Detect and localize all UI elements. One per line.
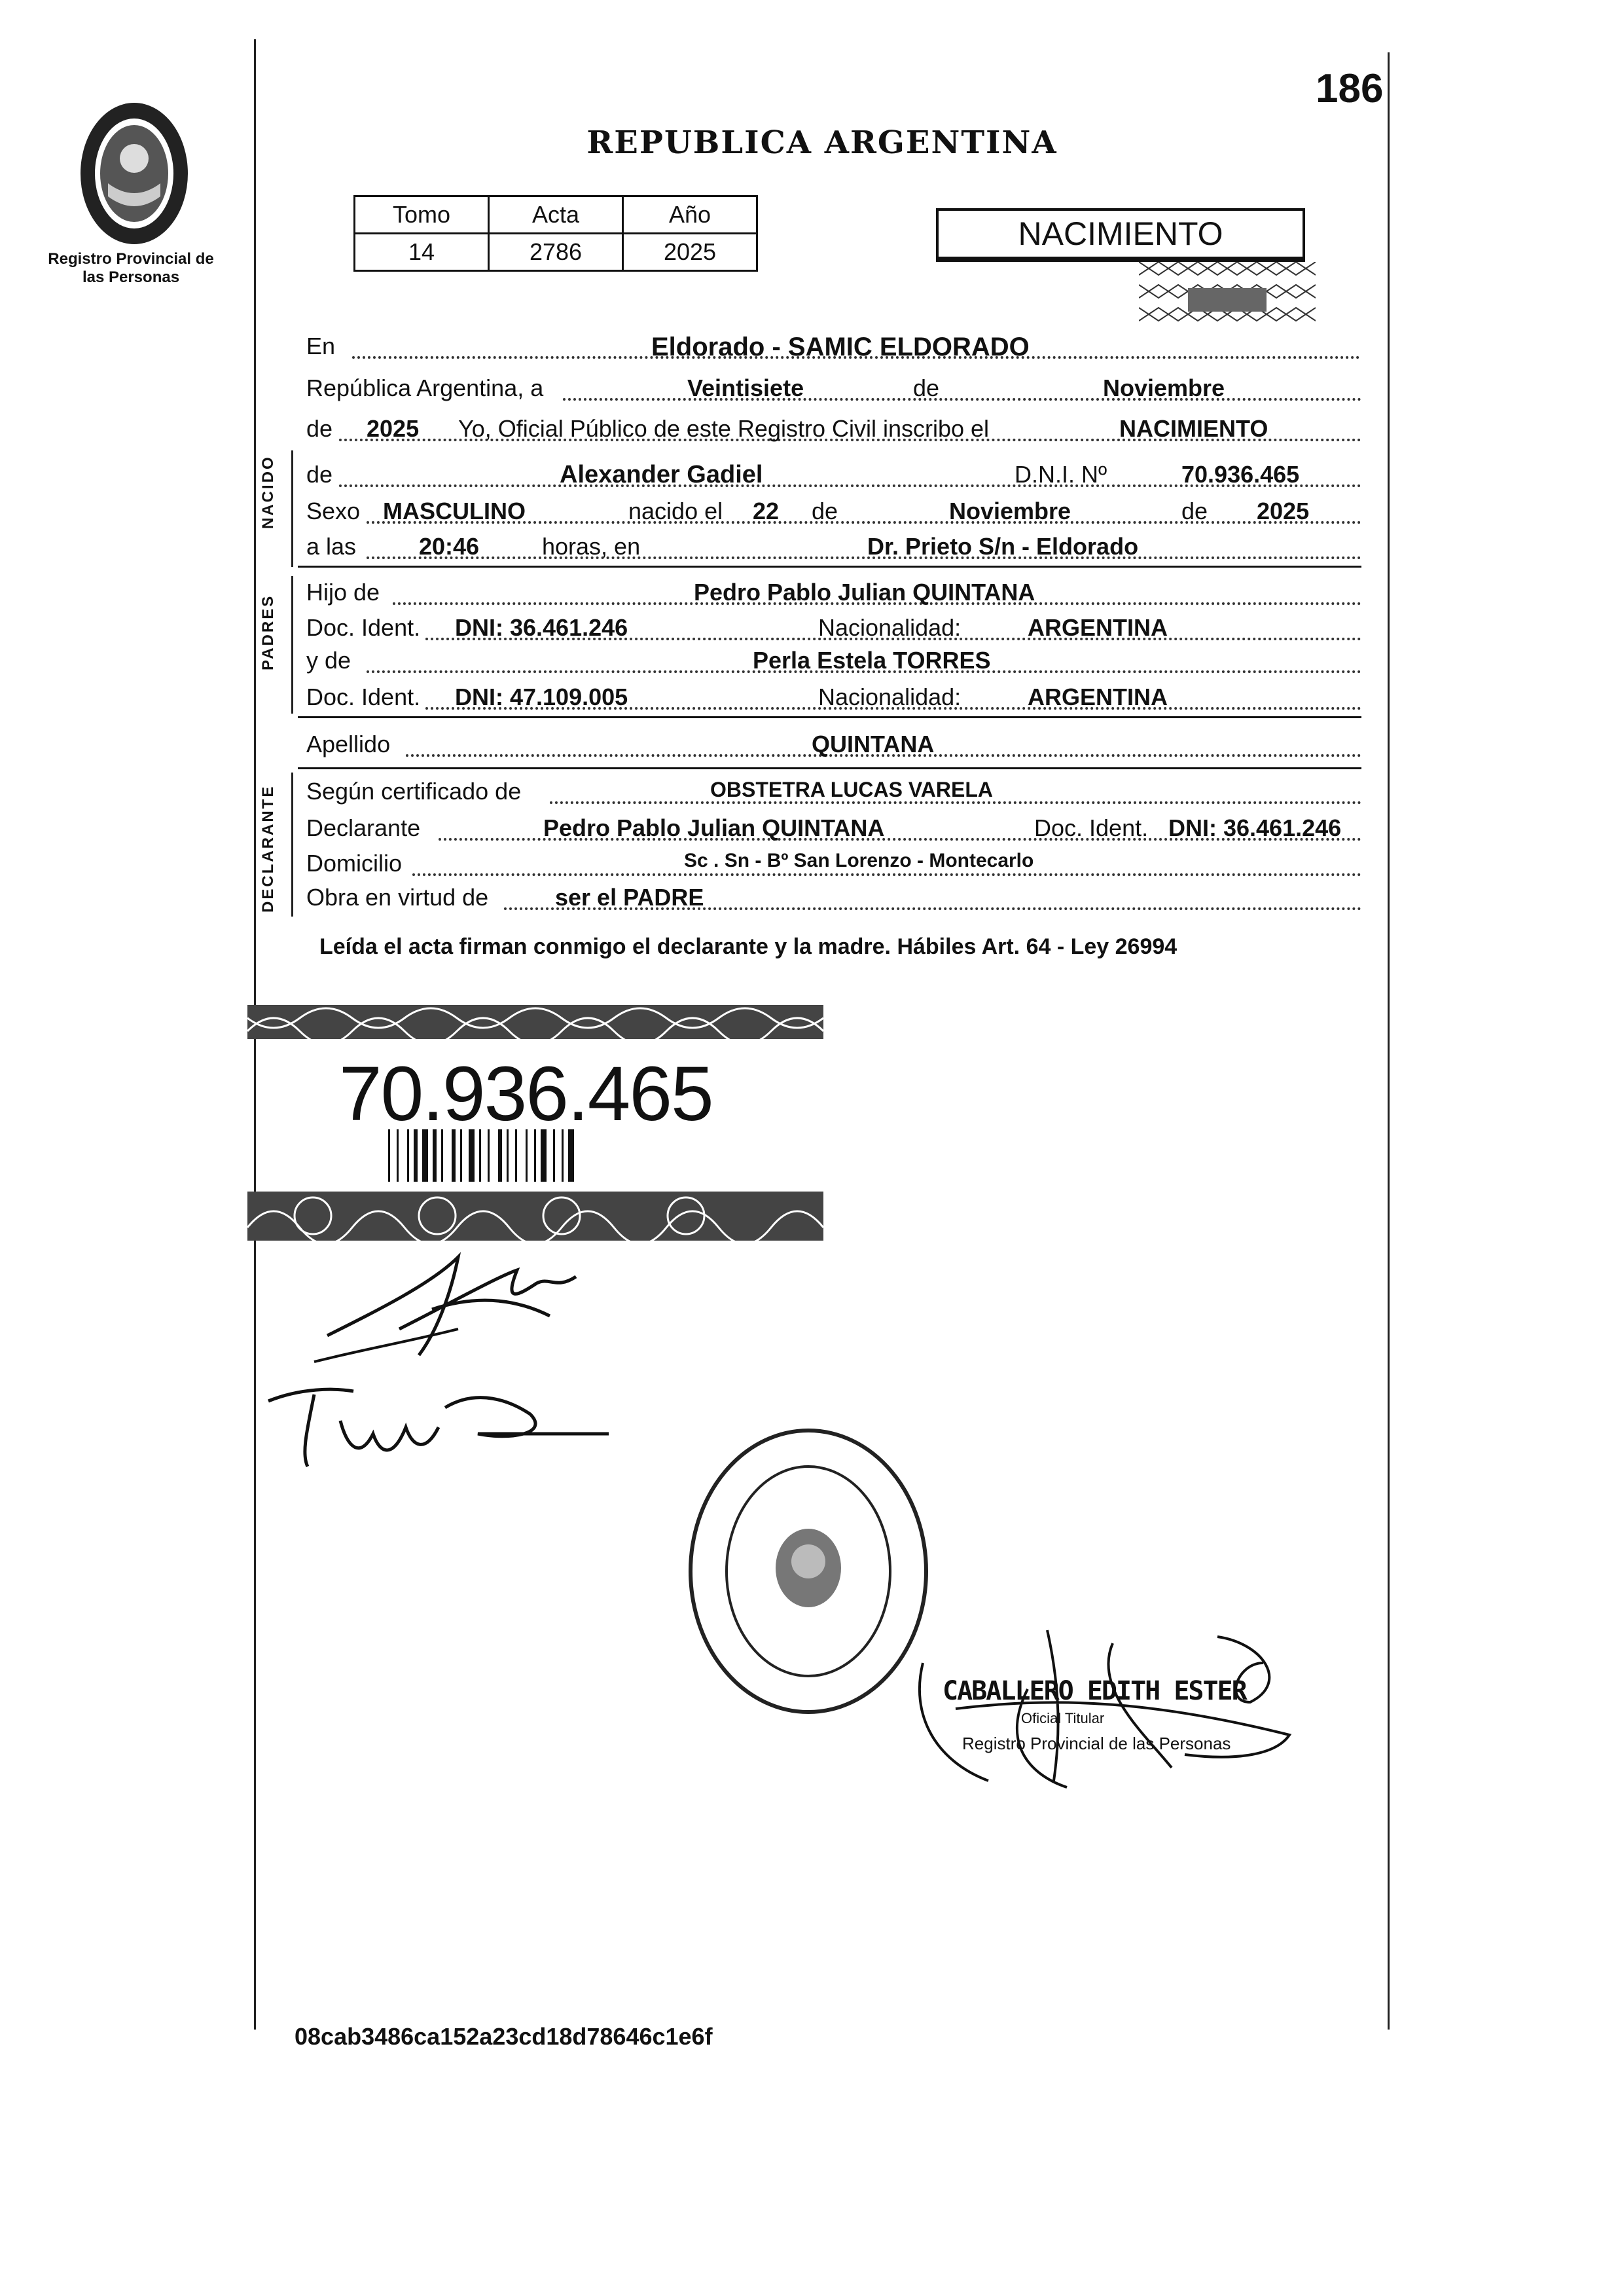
row-mother bbox=[301, 642, 1361, 678]
row-domicilio bbox=[301, 845, 1361, 881]
alas-label: a las bbox=[306, 533, 357, 560]
security-seal-icon bbox=[1139, 262, 1316, 334]
birth-month: Noviembre bbox=[949, 498, 1071, 524]
logo-caption: Registro Provincial de las Personas bbox=[48, 250, 214, 286]
father-nat-label: Nacionalidad: bbox=[818, 614, 962, 641]
apellido-label: Apellido bbox=[306, 731, 391, 757]
officer-role: Oficial Titular bbox=[1021, 1710, 1105, 1726]
declarante-bracket bbox=[291, 773, 293, 917]
child-dni: 70.936.465 bbox=[1181, 461, 1300, 488]
section-declarante-label: DECLARANTE bbox=[259, 784, 277, 913]
father-name: Pedro Pablo Julian QUINTANA bbox=[694, 579, 1035, 606]
segun-label: Según certificado de bbox=[306, 778, 522, 805]
birth-year: 2025 bbox=[1257, 498, 1310, 524]
acta-value: 2786 bbox=[489, 234, 623, 271]
officer-name: CABALLERO EDITH ESTER bbox=[943, 1676, 1246, 1706]
row-time bbox=[301, 528, 1361, 564]
place-value: Eldorado - SAMIC ELDORADO bbox=[651, 333, 1030, 361]
row-date bbox=[301, 369, 1361, 406]
row-certificado bbox=[301, 773, 1361, 809]
declarante-label: Declarante bbox=[306, 814, 421, 841]
row-name bbox=[301, 456, 1361, 492]
de-name-label: de bbox=[306, 461, 333, 488]
birth-place: Dr. Prieto S/n - Eldorado bbox=[867, 533, 1139, 560]
row-mother-doc bbox=[301, 678, 1361, 715]
page-number: 186 bbox=[1316, 66, 1384, 111]
row-sexo bbox=[301, 492, 1361, 529]
apellido-value: QUINTANA bbox=[812, 731, 935, 757]
row-declarante bbox=[301, 809, 1361, 846]
birth-day: 22 bbox=[753, 498, 780, 524]
country-title: REPUBLICA ARGENTINA bbox=[586, 124, 1058, 161]
row-inscribe bbox=[301, 410, 1361, 446]
day-words: Veintisiete bbox=[687, 374, 804, 401]
y-de-label: y de bbox=[306, 647, 351, 674]
mother-name: Perla Estela TORRES bbox=[753, 647, 991, 674]
obra-label: Obra en virtud de bbox=[306, 884, 489, 911]
signature-oficial bbox=[897, 1624, 1329, 1807]
tomo-header: Tomo bbox=[355, 196, 489, 234]
row-apellido bbox=[301, 725, 1361, 762]
domicilio-value: Sc . Sn - Bº San Lorenzo - Montecarlo bbox=[684, 850, 1034, 871]
de-label-2: de bbox=[306, 415, 333, 442]
officer-org: Registro Provincial de las Personas bbox=[962, 1734, 1231, 1753]
year-value: 2025 bbox=[367, 415, 420, 442]
en-label: En bbox=[306, 333, 336, 359]
father-doc-label: Doc. Ident. bbox=[306, 614, 421, 641]
section-padres-label: PADRES bbox=[259, 594, 277, 670]
declarante-doc-label: Doc. Ident. bbox=[1034, 814, 1149, 841]
mother-nat-label: Nacionalidad: bbox=[818, 683, 962, 710]
birth-time: 20:46 bbox=[419, 533, 480, 560]
oficial-text: Yo, Oficial Público de este Registro Civil inscribo el bbox=[458, 415, 990, 442]
de-month-label: de bbox=[812, 498, 838, 524]
nacido-el-label: nacido el bbox=[628, 498, 723, 524]
dni-label: D.N.I. Nº bbox=[1015, 461, 1107, 488]
event-value: NACIMIENTO bbox=[1119, 415, 1268, 442]
row-father bbox=[301, 574, 1361, 610]
de-year-label: de bbox=[1181, 498, 1208, 524]
signature-madre bbox=[262, 1362, 628, 1480]
certificado-value: OBSTETRA LUCAS VARELA bbox=[710, 778, 993, 801]
declarante-doc: DNI: 36.461.246 bbox=[1168, 814, 1342, 841]
padres-bracket bbox=[291, 576, 293, 714]
document-hash: 08cab3486ca152a23cd18d78646c1e6f bbox=[295, 2023, 713, 2050]
firman-text: Leída el acta firman conmigo el declarante y la madre. Hábiles Art. 64 - Ley 26994 bbox=[319, 934, 1178, 959]
declarante-name: Pedro Pablo Julian QUINTANA bbox=[543, 814, 885, 841]
father-doc: DNI: 36.461.246 bbox=[455, 614, 628, 641]
barcode-number: 70.936.465 bbox=[339, 1051, 713, 1137]
signature-declarante bbox=[301, 1231, 641, 1375]
divider-padres bbox=[298, 716, 1361, 718]
tomo-value: 14 bbox=[355, 234, 489, 271]
republica-label: República Argentina, a bbox=[306, 374, 544, 401]
anio-value: 2025 bbox=[623, 234, 757, 271]
mother-doc-label: Doc. Ident. bbox=[306, 683, 421, 710]
domicilio-label: Domicilio bbox=[306, 850, 403, 877]
mother-doc: DNI: 47.109.005 bbox=[455, 683, 628, 710]
row-place bbox=[301, 327, 1361, 364]
anio-header: Año bbox=[623, 196, 757, 234]
month-value: Noviembre bbox=[1103, 374, 1225, 401]
sexo-label: Sexo bbox=[306, 498, 361, 524]
horas-label: horas, en bbox=[542, 533, 641, 560]
section-nacido-label: NACIDO bbox=[259, 455, 277, 529]
nacido-bracket bbox=[291, 450, 293, 567]
barcode-label bbox=[247, 1005, 823, 1241]
right-margin-line bbox=[1388, 52, 1390, 2030]
sexo-value: MASCULINO bbox=[383, 498, 526, 524]
document-type: NACIMIENTO bbox=[936, 208, 1305, 262]
hijo-de-label: Hijo de bbox=[306, 579, 380, 606]
father-nationality: ARGENTINA bbox=[1028, 614, 1168, 641]
acta-header: Acta bbox=[489, 196, 623, 234]
divider-nacido bbox=[298, 566, 1361, 568]
divider-apellido bbox=[298, 767, 1361, 769]
obra-value: ser el PADRE bbox=[555, 884, 704, 911]
row-obra bbox=[301, 879, 1361, 915]
child-name: Alexander Gadiel bbox=[560, 461, 763, 488]
mother-nationality: ARGENTINA bbox=[1028, 683, 1168, 710]
de-label: de bbox=[913, 374, 940, 401]
row-father-doc bbox=[301, 609, 1361, 646]
registry-table bbox=[353, 195, 758, 272]
